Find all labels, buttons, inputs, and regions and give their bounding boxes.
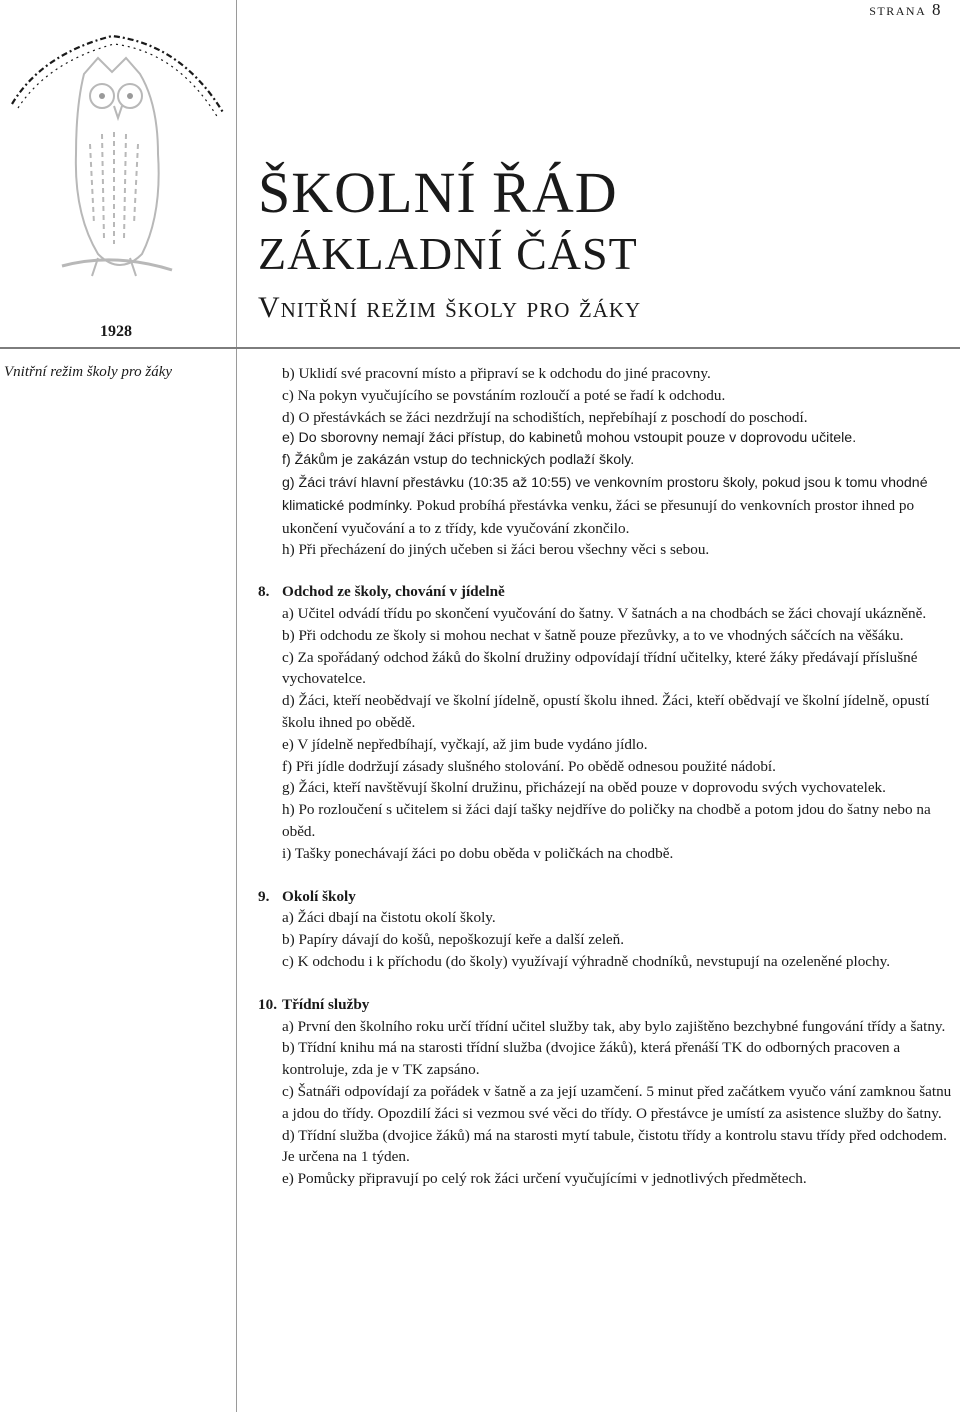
vertical-divider bbox=[236, 0, 237, 1412]
section-heading bbox=[258, 581, 958, 603]
section-number: 9. bbox=[258, 887, 270, 905]
list-item: d) O přestávkách se žáci nezdržují na schodištích, nepřebíhají z poschodí do poschodí. bbox=[282, 408, 808, 426]
intro-list bbox=[258, 363, 958, 561]
header-divider bbox=[0, 347, 960, 349]
section-heading bbox=[258, 886, 958, 908]
list-item: f) Při jídle dodržují zásady slušného stolování. Po obědě odnesou použité nádobí. bbox=[282, 757, 776, 775]
list-item: a) Žáci dbají na čistotu okolí školy. bbox=[282, 909, 496, 927]
list-item: b) Papíry dávají do košů, nepoškozují keře a další zeleň. bbox=[282, 931, 625, 949]
section-items bbox=[258, 907, 958, 972]
section-number: 10. bbox=[258, 995, 277, 1013]
list-item: c) Za spořádaný odchod žáků do školní družiny odpovídají třídní učitelky, které žáky předávají příslušné vychovatelce. bbox=[282, 648, 918, 688]
svg-text:1928: 1928 bbox=[100, 323, 132, 340]
section-heading bbox=[258, 994, 958, 1016]
section-number: 8. bbox=[258, 583, 270, 601]
document-subtitle: ZÁKLADNÍ ČÁST bbox=[258, 228, 638, 279]
list-item: e) V jídelně nepředbíhají, vyčkají, až jim bude vydáno jídlo. bbox=[282, 735, 648, 753]
list-item: d) Třídní služba (dvojice žáků) má na starosti mytí tabule, čistotu třídy a kontrolu stavu třídy před odchodem. Je určena na 1 týden. bbox=[282, 1126, 947, 1166]
list-item: b) Uklidí své pracovní místo a připraví se k odchodu do jiné pracovny. bbox=[282, 365, 711, 382]
list-item-text: g) Žáci tráví hlavní přestávku (10:35 až 10:55) ve venkovním prostoru školy, pokud jsou k tomu vhodné klimatické podmínky. bbox=[282, 474, 928, 514]
side-label: Vnitřní režim školy pro žáky bbox=[4, 364, 173, 380]
list-item: f) Žákům je zakázán vstup do technických podlaží školy. bbox=[282, 452, 635, 469]
list-item: a) Učitel odvádí třídu po skončení vyučování do šatny. V šatnách a na chodbách se žáci chovají ukázněně. bbox=[282, 604, 927, 622]
section-items bbox=[258, 1016, 958, 1190]
list-item: e) Do sborovny nemají žáci přístup, do kabinetů mohou vstoupit pouze v doprovodu učitele. bbox=[282, 430, 857, 447]
list-item: b) Při odchodu ze školy si mohou nechat v šatně pouze přezůvky, a to ve vhodných sáčcích na věšáku. bbox=[282, 626, 904, 644]
list-item-continuation: Pokud probíhá přestávka venku, žáci se přesunují do venkovních prostor ihned po ukončení vyučování a to z třídy, kde vyučování zkončilo. bbox=[282, 496, 915, 537]
document-section-title: Vnitřní režim školy pro žáky bbox=[258, 291, 642, 324]
section-8 bbox=[258, 581, 958, 864]
section-title: Odchod ze školy, chování v jídelně bbox=[282, 583, 505, 601]
section-title: Třídní služby bbox=[282, 995, 370, 1013]
title-block bbox=[258, 160, 641, 328]
list-item: c) K odchodu i k příchodu (do školy) využívají výhradně chodníků, nevstupují na ozeleněné plochy. bbox=[282, 952, 891, 970]
section-10 bbox=[258, 994, 958, 1190]
document-title: ŠKOLNÍ ŘÁD bbox=[258, 160, 618, 225]
list-item: b) Třídní knihu má na starosti třídní služba (dvojice žáků), která přenáší TK do odborných pracoven a kontroluje, zda je v TK zapsáno. bbox=[282, 1039, 901, 1079]
list-item: c) Na pokyn vyučujícího se povstáním rozloučí a poté se řadí k odchodu. bbox=[282, 386, 726, 404]
list-item: a) První den školního roku určí třídní učitel služby tak, aby bylo zajištěno bezchybné fungování třídy a šatny. bbox=[282, 1017, 946, 1035]
list-item: c) Šatnáři odpovídají za pořádek v šatně a za její uzamčení. 5 minut před začátkem vyučo vání zamknou šatnu a jdou do třídy. Opozdilí žáci si vezmou své věci do třídy. O přestávce je umístí za asistence služby do šatny. bbox=[282, 1082, 952, 1122]
list-item: d) Žáci, kteří neobědvají ve školní jídelně, opustí školu ihned. Žáci, kteří obědvají ve školní jídelně, opustí školu ihned po obědě. bbox=[282, 692, 930, 731]
list-item: g) Žáci, kteří navštěvují školní družinu, přicházejí na oběd pouze v doprovodu svých vychovatelek. bbox=[282, 779, 886, 797]
list-item: e) Pomůcky připravují po celý rok žáci určení vyučujícími v jednotlivých předmětech. bbox=[282, 1170, 807, 1188]
section-title: Okolí školy bbox=[282, 887, 356, 905]
list-item bbox=[282, 472, 958, 539]
list-item: h) Po rozloučení s učitelem si žáci dají tašky nejdříve do poličky na chodbě a potom jdou do šatny nebo na oběd. bbox=[282, 801, 931, 840]
page-number: strana 8 bbox=[869, 0, 942, 19]
list-item: i) Tašky ponechávají žáci po dobu oběda v poličkách na chodbě. bbox=[282, 844, 674, 862]
section-9 bbox=[258, 886, 958, 973]
content-body bbox=[258, 363, 958, 1190]
list-item: h) Při přecházení do jiných učeben si žáci berou všechny věci s sebou. bbox=[282, 541, 710, 559]
section-items bbox=[258, 603, 958, 865]
owl-emblem-logo bbox=[2, 14, 234, 340]
